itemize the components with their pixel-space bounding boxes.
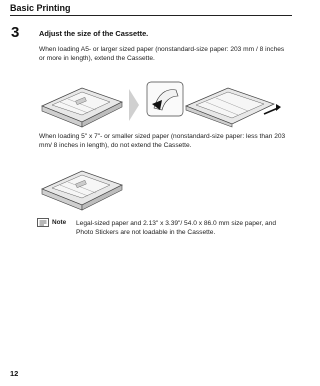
header-title: Basic Printing [10,3,71,13]
instruction-paragraph-no-extend: When loading 5" x 7"- or smaller sized paper (nonstandard-size paper: less than 203 mm/ 8 inches in length), do not extend the Cassette. [39,133,286,150]
page-number: 12 [10,369,19,378]
step-number: 3 [11,24,20,41]
note-text: Legal-sized paper and 2.13" x 3.39"/ 54.0 x 86.0 mm size paper, and Photo Stickers are not loadable in the Cassette. [76,220,277,237]
header-rule [10,15,292,16]
arrow-right-icon [127,88,141,122]
note-icon [37,218,49,227]
instruction-paragraph-extend: When loading A5- or larger sized paper (nonstandard-size paper: 203 mm / 8 inches or more in length), extend the Cassette. [39,46,285,63]
note-label: Note [52,219,67,226]
cassette-illustration-before [38,82,124,128]
cassette-illustration-extend [146,80,281,128]
cassette-illustration-small [38,165,124,211]
step-heading: Adjust the size of the Cassette. [39,29,149,38]
